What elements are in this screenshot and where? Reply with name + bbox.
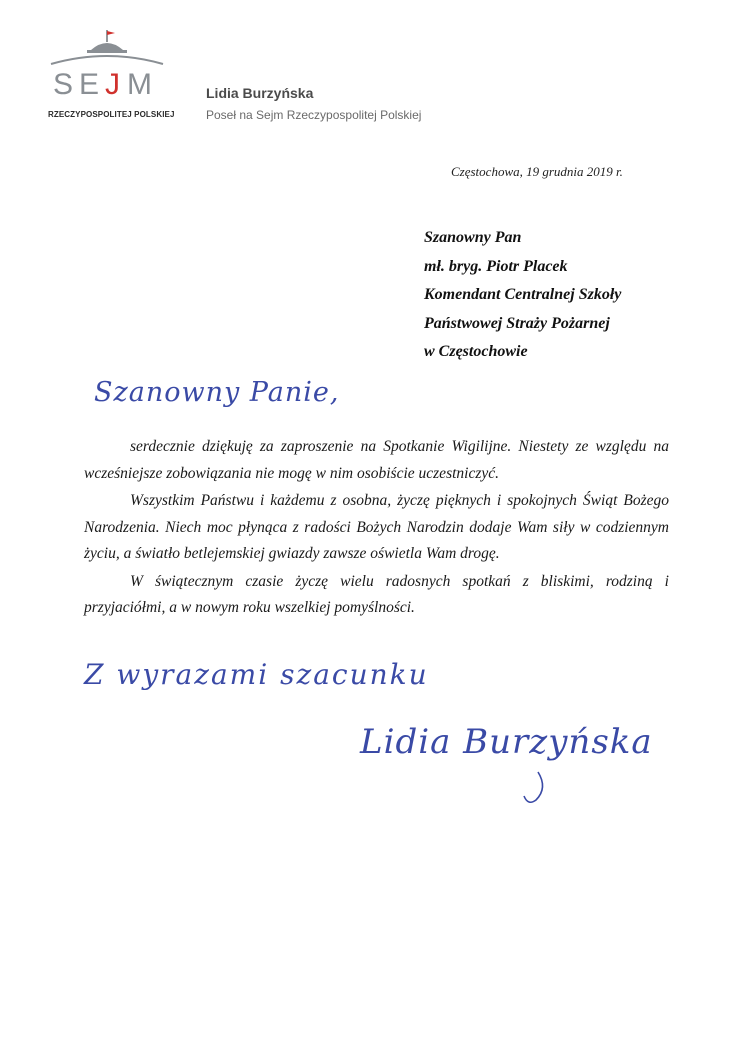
body-paragraph: Wszystkim Państwu i każdemu z osobna, życzę pięknych i spokojnych Świąt Bożego Narodzenia. Niech moc płynąca z radości Bożych Narodzin dodaje Wam siły w codziennym życiu, a światło betlejemskiej gwiazdy zawsze oświetla Wam drogę. bbox=[84, 492, 669, 562]
recipient-line: Państwowej Straży Pożarnej bbox=[424, 314, 610, 332]
logo-wordmark: S E J M bbox=[53, 68, 154, 101]
sender-block bbox=[206, 85, 421, 122]
sender-name: Lidia Burzyńska bbox=[206, 85, 314, 101]
handwritten-closing: Z wyrazami szacunku bbox=[84, 658, 429, 691]
letter-body bbox=[84, 434, 669, 623]
signature-text: Lidia Burzyńska bbox=[360, 722, 653, 762]
handwritten-signature bbox=[352, 700, 652, 810]
logo-subtitle: RZECZYPOSPOLITEJ POLSKIEJ bbox=[48, 110, 175, 119]
recipient-line: Komendant Centralnej Szkoły bbox=[424, 286, 622, 303]
recipient-line: Szanowny Pan bbox=[424, 229, 522, 246]
body-paragraph: serdecznie dziękuję za zaproszenie na Spotkanie Wigilijne. Niestety ze względu na wcześniejsze zobowiązania nie mogę w nim osobiście uczestniczyć. bbox=[84, 438, 669, 482]
body-paragraph: W świątecznym czasie życzę wielu radosnych spotkań z bliskimi, rodziną i przyjaciółmi, a w nowym roku wszelkiej pomyślności. bbox=[84, 572, 669, 616]
sejm-dome-icon bbox=[47, 28, 173, 68]
recipient-line: w Częstochowie bbox=[424, 343, 528, 360]
recipient-address bbox=[424, 224, 621, 367]
recipient-line: mł. bryg. Piotr Placek bbox=[424, 257, 568, 275]
signature-flourish-icon bbox=[352, 700, 652, 810]
sender-title: Poseł na Sejm Rzeczypospolitej Polskiej bbox=[206, 108, 422, 122]
handwritten-salutation: Szanowny Panie, bbox=[94, 377, 340, 408]
sejm-logo bbox=[47, 28, 173, 123]
letter-date: Częstochowa, 19 grudnia 2019 r. bbox=[451, 164, 623, 179]
